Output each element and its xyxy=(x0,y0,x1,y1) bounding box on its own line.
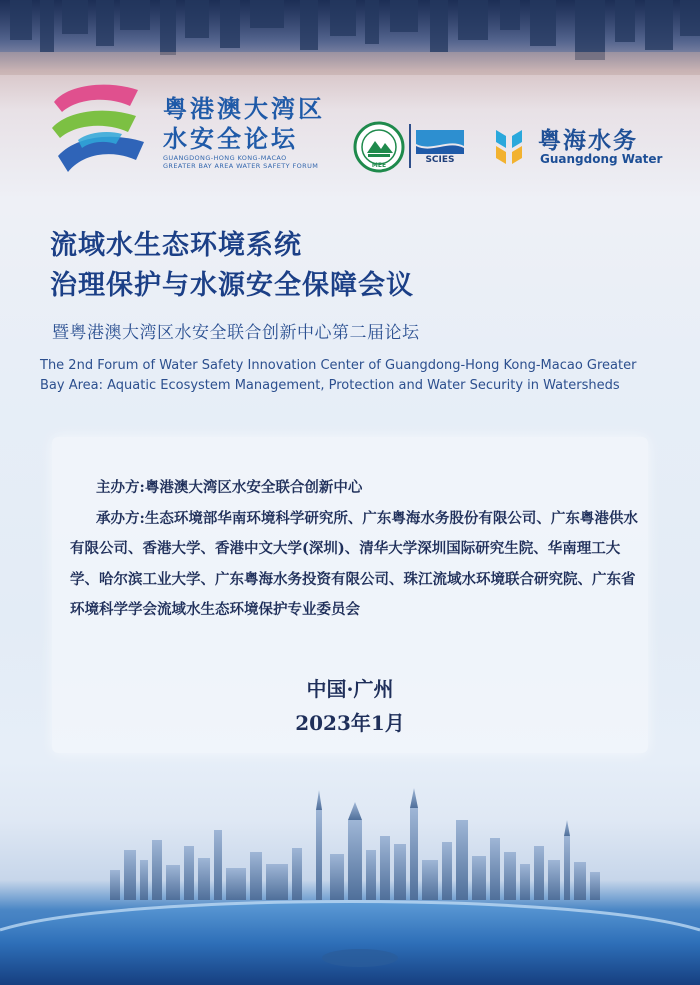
co-organizer-rest: 广东粤港供水有限公司、香港大学、香港中文大学(深圳)、清华大学深圳国际研究生院、华南理工大学、哈尔滨工业大学、广东粤海水务投资有限公司、珠江流域水环境联合研究院、广东省环境科学学会流域水生态环境保护专业委员会 xyxy=(70,509,638,618)
forum-name-en xyxy=(163,154,343,170)
conference-title-line2: 治理保护与水源安全保障会议 xyxy=(50,270,414,301)
forum-name-cn xyxy=(163,94,343,154)
co-organizer-label: 承办方: xyxy=(96,509,145,527)
host-label: 主办方: xyxy=(96,479,145,496)
subtitle-cn: 暨粤港澳大湾区水安全联合创新中心第二届论坛 xyxy=(52,323,420,343)
guangdong-water-name-cn: 粤海水务 xyxy=(538,127,638,154)
host-value: 粤港澳大湾区水安全联合创新中心 xyxy=(144,479,363,496)
conference-title-line1: 流域水生态环境系统 xyxy=(50,230,302,261)
organizers-block xyxy=(70,473,640,626)
forum-name-en-line1: GUANGDONG-HONG KONG-MACAO xyxy=(163,154,287,162)
forum-name-en-line2: GREATER BAY AREA WATER SAFETY FORUM xyxy=(163,162,319,170)
event-date: 2023年1月 xyxy=(295,711,405,735)
forum-name-line1: 粤港澳大湾区 xyxy=(163,95,325,123)
city-skyline-top-image xyxy=(0,0,700,75)
event-location: 中国·广州 xyxy=(306,677,394,701)
logo-divider xyxy=(409,124,411,168)
subtitle-en: The 2nd Forum of Water Safety Innovation Center of Guangdong-Hong Kong-Macao Greater Bay Area: Aquatic Ecosystem Management, Protection and Water Security in Watersheds xyxy=(40,358,637,393)
mee-label: MEE xyxy=(371,162,387,169)
scies-label: SCIES xyxy=(425,155,455,165)
event-location-date xyxy=(0,672,700,740)
mee-logo-icon xyxy=(353,121,405,173)
forum-logo-icon xyxy=(48,80,148,180)
guangdong-water-logo-icon xyxy=(492,126,526,166)
city-skyline-globe-image xyxy=(0,780,700,985)
co-organizer-first: 生态环境部华南环境科学研究所、广东粤海水务股份有限公司、 xyxy=(144,509,551,527)
co-organizers xyxy=(70,504,640,626)
forum-name-line2: 水安全论坛 xyxy=(163,125,298,153)
guangdong-water-name-en: Guangdong Water xyxy=(540,152,663,166)
conference-title xyxy=(50,226,670,306)
host-row xyxy=(70,473,640,504)
